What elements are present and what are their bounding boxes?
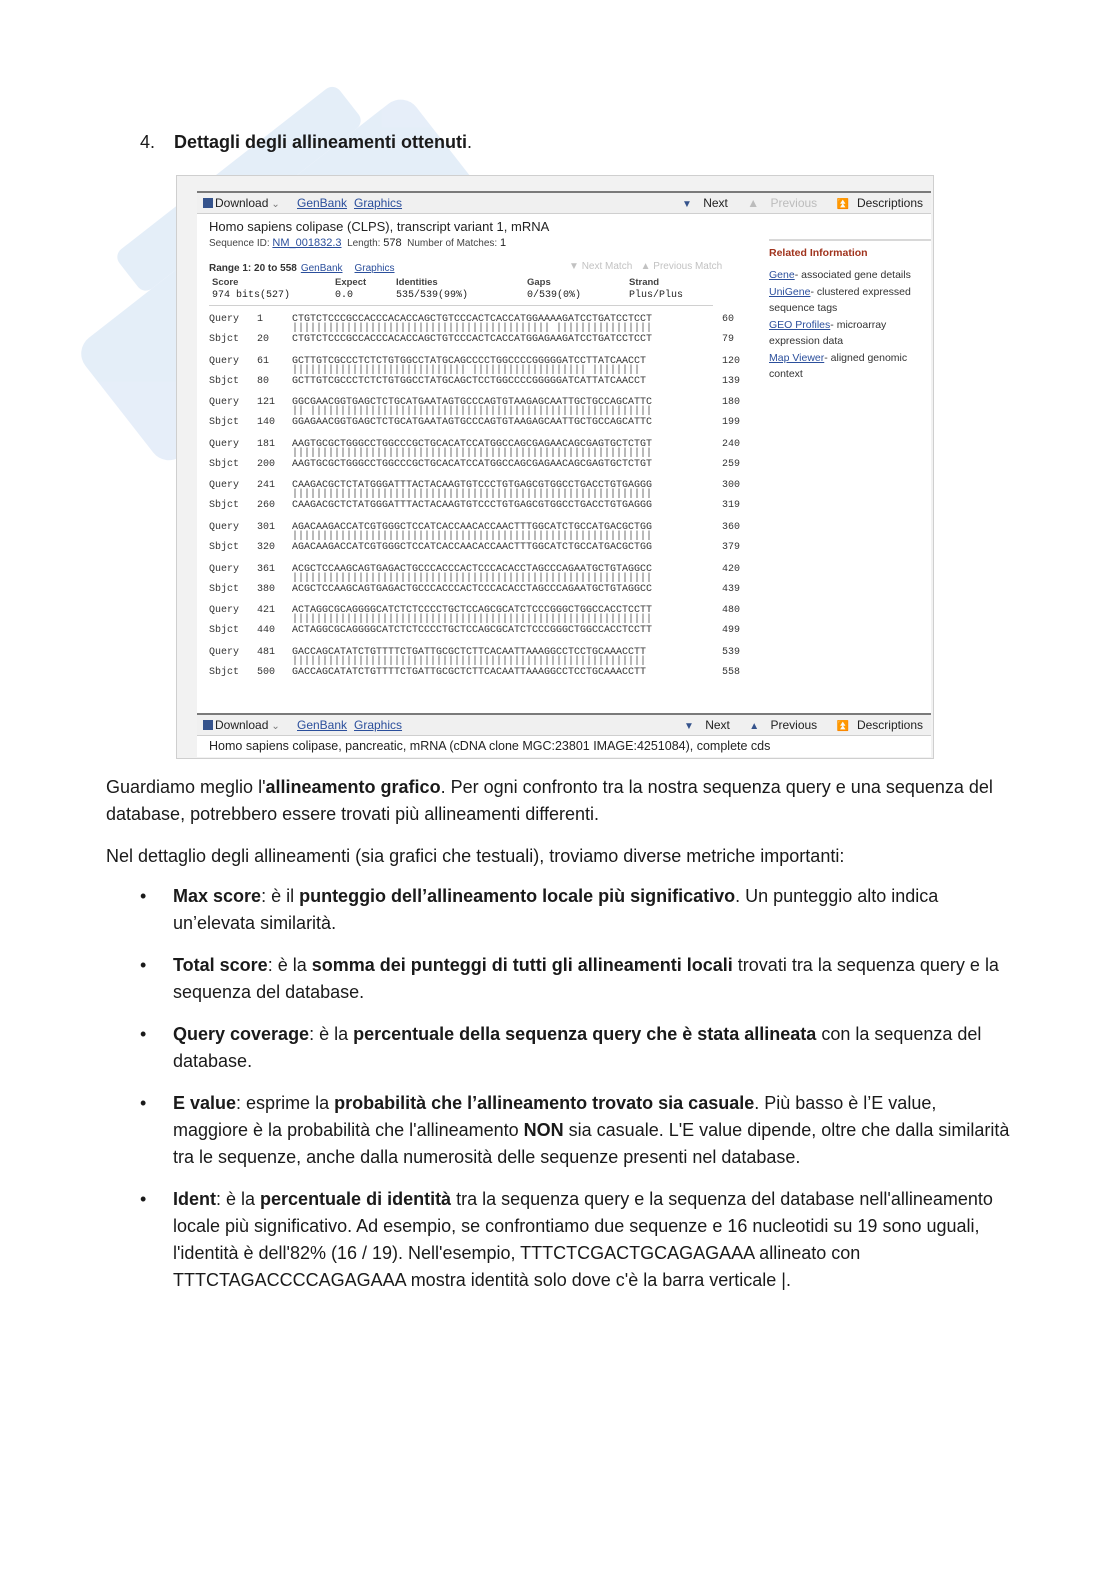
previous-button-bottom[interactable]: ▲ Previous [749,718,818,732]
match-line: |||||||||||||||||||||||||||||||||||||||||||||||||||||||||||| [292,614,653,626]
related-item-geo: GEO Profiles- microarray expression data [769,318,887,347]
next-button-bottom[interactable]: ▼ Next [683,718,730,732]
list-item-total-score: • Total score: è la somma dei punteggi di tutti gli allineamenti locali trovati tra la sequenza query e la sequenza del database. [140,955,999,1002]
next-match-button[interactable]: Next Match [581,261,633,272]
related-item-mapviewer: Map Viewer- aligned genomic context [769,351,908,380]
section-heading: 4. Dettagli degli allineamenti ottenuti. [140,132,473,152]
graphics-link-bottom[interactable]: Graphics [354,718,403,732]
match-nav: ▼ Next Match ▲ Previous Match [569,261,723,272]
chevron-down-icon: ⌄ [271,721,280,732]
match-line: |||||||||||||||||||||||||||||||||||||||||||||||||||||||||||| [292,530,653,542]
match-line: || ||||||||||||||||||||||||||||||||||||||||||||||||||||||||| [292,406,653,418]
down-triangle-icon: ▼ [681,199,692,210]
blast-screenshot: Download ⌄ GenBank Graphics ▼ Next ▲ Previous ⏫ Descriptions Homo sapiens colipase (CLPS), transcript variant 1, mRNA Sequence ID: NM_001832.3 Length: 578 Number of Matches: 1 Range 1: 20 to 558 GenBank Graphics ▼ Next Match ▲ Previous Match Score Expect Identities Gaps Strand 974 bits(527) 0.0 535/539(99%) 0/539(0%) Plus/Plus Query 1 CTGTCTCCCGCCACCCACACCAGCTGTCCCACTCACCATGGAAAAGATCCTGATCCTCCT 60 ||||||||||||||||||||||||||||||||||||||||||| |||||||||||||||| Sbjct 20 CTGTCTCCCGCCACCCACACCAGCTGTCCCACTCACCATGGAGAAGATCCTGATCCTCCT 79 Query 61 GCTTGTCGCCCTCTCTGTGGCCTATGCAGCCCCTGGCCCCGGGGGATCCTTATCAACCT 120 ||||||||||||||||||||||||||||| ||||||||||||||||||| |||||||| Sbjct 80 GCTTGTCGCCCTCTCTGTGGCCTATGCAGCTCCTGGCCCCGGGGGATCATTATCAACCT 139 Query 121 GGCGAACGGTGAGCTCTGCATGAATAGTGCCCAGTGTAAGAGCAATTGCTGCCAGCATTC 180 || ||||||||||||||||||||||||||||||||||||||||||||||||||||||||| Sbjct 140 GGAGAACGGTGAGCTCTGCATGAATAGTGCCCAGTGTAAGAGCAATTGCTGCCAGCATTC 199 Query 181 AAGTGCGCTGGGCCTGGCCCGCTGCACATCCATGGCCAGCGAGAACAGCGAGTGCTCTGT 240 |||||||||||||||||||||||||||||||||||||||||||||||||||||||||||| Sbjct 200 AAGTGCGCTGGGCCTGGCCCGCTGCACATCCATGGCCAGCGAGAACAGCGAGTGCTCTGT 259 Query 241 CAAGACGCTCTATGGGATTTACTACAAGTGTCCCTGTGAGCGTGGCCTGACCTGTGAGGG 300 |||||||||||||||||||||||||||||||||||||||||||||||||||||||||||| Sbjct 260 CAAGACGCTCTATGGGATTTACTACAAGTGTCCCTGTGAGCGTGGCCTGACCTGTGAGGG 319 Query 301 AGACAAGACCATCGTGGGCTCCATCACCAACACCAACTTTGGCATCTGCCATGACGCTGG 360 |||||||||||||||||||||||||||||||||||||||||||||||||||||||||||| Sbjct 320 AGACAAGACCATCGTGGGCTCCATCACCAACACCAACTTTGGCATCTGCCATGACGCTGG 379 Query 361 ACGCTCCAAGCAGTGAGACTGCCCACCCACTCCCACACCTAGCCCAGAATGCTGTAGGCC 420 |||||||||||||||||||||||||||||||||||||||||||||||||||||||||||| Sbjct 380 ACGCTCCAAGCAGTGAGACTGCCCACCCACTCCCACACCTAGCCCAGAATGCTGTAGGCC 439 Query 421 ACTAGGCGCAGGGGCATCTCTCCCCTGCTCCAGCGCATCTCCCGGGCTGGCCACCTCCTT 480 |||||||||||||||||||||||||||||||||||||||||||||||||||||||||||| Sbjct 440 ACTAGGCGCAGGGGCATCTCTCCCCTGCTCCAGCGCATCTCCCGGGCTGGCCACCTCCTT 499 Query 481 GACCAGCATATCTGTTTTCTGATTGCGCTCTTCACAATTAAAGGCCTCCTGCAAACCTT 539 ||||||||||||||||||||||||||||||||||||||||||||||||||||||||||| Sbjct 500 GACCAGCATATCTGTTTTCTGATTGCGCTCTTCACAATTAAAGGCCTCCTGCAAACCTT 558 Related Information Gene- associated gene details UniGene- clustered expressed sequence tags GEO Profiles- microarray expression data Map Viewer- aligned genomic context Download ⌄ GenBank Graphics ▼ Next ▲ Previous ⏫ Descriptions Homo sapiens colipase, pancreatic, mRNA (cDNA clone MGC:23801 IMAGE:4251084), complete cds [176,175,934,759]
sequence-id-link[interactable]: NM_001832.3 [272,237,342,249]
bottom-toolbar [197,713,931,736]
range-genbank-link[interactable]: GenBank [300,263,343,274]
match-line: ||||||||||||||||||||||||||||| ||||||||||||||||||| |||||||| [292,364,641,376]
download-button-bottom[interactable]: Download ⌄ [203,718,280,732]
down-triangle-icon: ▼ [683,721,694,732]
match-line: ||||||||||||||||||||||||||||||||||||||||||||||||||||||||||| [292,655,647,667]
related-title: Related Information [769,247,868,259]
match-line: |||||||||||||||||||||||||||||||||||||||||||||||||||||||||||| [292,572,653,584]
graphics-link[interactable]: Graphics [354,196,403,210]
score-table [209,277,713,306]
range-graphics-link[interactable]: Graphics [354,263,395,274]
related-information [769,239,931,383]
metrics-list [106,883,1016,1309]
previous-match-button[interactable]: Previous Match [653,261,723,272]
list-item-query-coverage: • Query coverage: è la percentuale della sequenza query che è stata allineata con la sequenza del database. [140,1024,982,1071]
descriptions-button-bottom[interactable]: ⏫ Descriptions [836,718,923,732]
range-line: Range 1: 20 to 558 GenBank Graphics [209,263,395,274]
save-icon [203,720,213,730]
chevron-down-icon: ⌄ [271,199,280,210]
double-up-icon: ⏫ [836,721,849,732]
top-toolbar [197,191,931,214]
download-button[interactable]: Download ⌄ [203,196,280,210]
paragraph-2: Nel dettaglio degli allineamenti (sia grafici che testuali), troviamo diverse metriche importanti: [106,846,845,866]
double-up-icon: ⏫ [836,199,849,210]
sequence-meta: Sequence ID: NM_001832.3 Length: 578 Number of Matches: 1 [209,237,507,249]
sequence-title: Homo sapiens colipase (CLPS), transcript variant 1, mRNA [209,219,550,234]
genbank-link[interactable]: GenBank [297,196,348,210]
score-table-header: Score Expect Identities Gaps Strand [212,277,660,288]
match-line: |||||||||||||||||||||||||||||||||||||||||||||||||||||||||||| [292,489,653,501]
previous-button[interactable]: ▲ Previous [747,196,818,210]
up-triangle-icon: ▲ [747,196,760,210]
related-item-gene: Gene- associated gene details [769,269,911,281]
up-triangle-icon: ▲ [749,721,760,732]
list-item-e-value: • E value: esprime la probabilità che l’allineamento trovato sia casuale. Più basso è l’E value, maggiore è la probabilità che l'allineamento NON sia casuale. L'E value dipende, oltre che dalla similarità tra le sequenze, anche dalla numerosità delle sequenze presenti nel database. [140,1093,1010,1167]
heading-text: Dettagli degli allineamenti ottenuti [174,132,468,152]
match-line: |||||||||||||||||||||||||||||||||||||||||||||||||||||||||||| [292,447,653,459]
list-item-max-score: • Max score: è il punteggio dell’allineamento locale più significativo. Un punteggio alto indica un’elevata similarità. [140,886,939,933]
score-table-values: 974 bits(527) 0.0 535/539(99%) 0/539(0%) Plus/Plus [212,290,684,301]
next-button[interactable]: ▼ Next [681,196,728,210]
save-icon [203,198,213,208]
genbank-link-bottom[interactable]: GenBank [297,718,348,732]
paragraph-1: Guardiamo meglio l'allineamento grafico. Per ogni confronto tra la nostra sequenza query e una sequenza del database, potrebbero essere trovati più allineamenti differenti. [106,777,993,824]
heading-number: 4. [140,132,156,152]
next-hit-title[interactable]: Homo sapiens colipase, pancreatic, mRNA (cDNA clone MGC:23801 IMAGE:4251084), complete cds [209,739,771,753]
match-line: ||||||||||||||||||||||||||||||||||||||||||| |||||||||||||||| [292,323,653,334]
descriptions-button[interactable]: ⏫ Descriptions [836,196,923,210]
list-item-ident: • Ident: è la percentuale di identità tra la sequenza query e la sequenza del database nell'allineamento locale più significativo. Ad esempio, se confrontiamo due sequenze e 16 nucleotidi su 19 sono uguali, l'identità è dell'82% (16 / 19). Nell'esempio, TTTCTCGACTGCAGAGAAA allineato con TTTCTAGACCCCAGAGAAA mostra identità solo dove c'è la barra verticale |. [140,1189,993,1290]
related-item-unigene: UniGene- clustered expressed sequence tags [769,285,911,314]
